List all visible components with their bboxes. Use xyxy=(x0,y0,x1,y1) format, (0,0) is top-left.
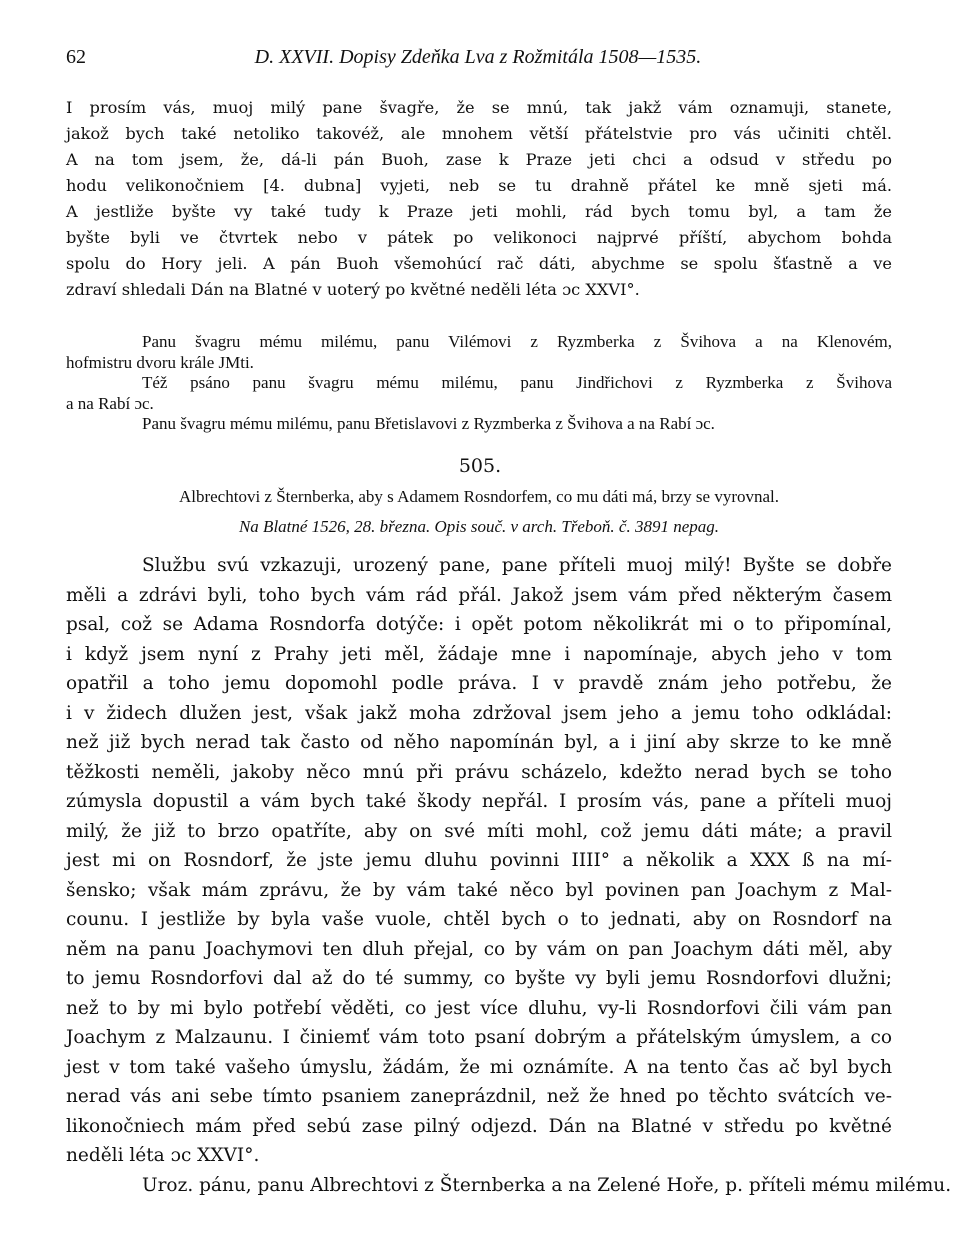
address-line: Panu švagru mému milému, panu Vilémovi z Ryzmberka z Švihova a na Klenovém, xyxy=(142,332,892,351)
text-line: A na tom jsem, že, dá-li pán Buoh, zase k Praze jeti chci a odsud v středu po xyxy=(66,150,892,169)
text-line: neděli léta ɔc XXVI°. xyxy=(66,1145,260,1166)
text-line: zúmysla dopustil a vám bych také škody nepřál. I prosím vás, pane a příteli muoj xyxy=(66,791,892,812)
text-line: i v židech dlužen jest, však jakž moha zdržoval jsem jeho a jemu toho odkládal: xyxy=(66,702,892,724)
address-line: a na Rabí ɔc. xyxy=(66,393,154,413)
text-line: counu. I jestliže by byla vaše vuole, chtěl bych o to jednati, aby on Rosndorf na xyxy=(66,909,892,930)
page-header xyxy=(66,46,890,76)
letter-505-body xyxy=(66,551,952,1200)
text-line: jest v tom také vašeho úmyslu, žádám, že mi oznámíte. A na tento čas ač byl bych xyxy=(66,1056,892,1078)
text-line: než to by mi bylo potřebí věděti, co jest více dluhu, vy-li Rosndorfovi čili vám pan xyxy=(66,997,892,1019)
text-line: psal, což se Adama Rosndorfa dotýče: i opět potom několikrát mi o to připomínal, xyxy=(66,614,892,635)
text-line: likonočniech mám před sebú zase pilný odjezd. Dán na Blatné v středu po květné xyxy=(66,1115,892,1137)
letter-number: 505. xyxy=(458,455,502,477)
text-line: jakož bych také netoliko takovéž, ale mnohem větší přátelstvie pro vás učiniti chtěl. xyxy=(66,124,892,143)
text-line: milý, že již to brzo opatříte, aby on své míti mohl, což jemu dáti máte; a pravil xyxy=(66,820,892,842)
address-line: Též psáno panu švagru mému milému, panu Jindřichovi z Ryzmberka z Švihova xyxy=(142,373,892,392)
text-line: spolu do Hory jeli. A pán Buoh všemohúcí rač dáti, abychme se spolu šťastně a ve xyxy=(66,254,892,273)
text-line: opatřil a toho jemu dopomohl podle práva. I v pravdě znám jeho potřebu, že xyxy=(66,673,892,694)
text-line: Službu svú vzkazuji, urozený pane, pane příteli muoj milý! Byšte se dobře xyxy=(142,555,892,576)
letter-regest: Albrechtovi z Šternberka, aby s Adamem Rosndorfem, co mu dáti má, brzy se vyrovnal. xyxy=(178,487,780,506)
text-line: těžkosti neměli, jakoby něco mnú při právu scházelo, kdežto nerad bych se toho xyxy=(66,761,892,783)
text-line: něm na panu Joachymovi ten dluh přejal, co by vám on pan Joachym dáti měl, aby xyxy=(66,938,892,960)
text-line: to jemu Rosndorfovi dal až do té summy, co byšte vy byli jemu Rosndorfovi dlužni; xyxy=(66,968,892,989)
address-line: Panu švagru mému milému, panu Břetislavovi z Ryzmberka z Švihova a na Rabí ɔc. xyxy=(142,414,715,433)
address-line: hofmistru dvoru krále JMti. xyxy=(66,352,254,372)
text-line: šensko; však mám zprávu, že by vám také něco byl povinen pan Joachym z Mal- xyxy=(66,879,892,901)
letter-source-note: Na Blatné 1526, 28. března. Opis souč. v arch. Třeboň. č. 3891 nepag. xyxy=(238,517,720,536)
text-line: než již bych nerad tak často od něho napomínán byl, a i jiní aby skrze to ke mně xyxy=(66,732,892,753)
text-line: byšte byli ve čtvrtek nebo v pátek po velikonoci najprvé příští, abychom bohda xyxy=(66,228,892,247)
text-line: A jestliže byšte vy také tudy k Praze jeti mohli, rád bych tomu byl, a tam že xyxy=(66,202,892,221)
previous-letter-body xyxy=(66,95,892,303)
text-line: i když jsem nyní z Prahy jeti měl, žádaje mne i napomínaje, abych jeho v tom xyxy=(66,643,892,665)
previous-letter-addresses xyxy=(66,332,892,435)
text-line: zdraví shledali Dán na Blatné v uoterý po květné neděli léta ɔc XXVI°. xyxy=(66,280,640,299)
text-line: I prosím vás, muoj milý pane švagře, že se mnú, tak jakž vám oznamuji, stanete, xyxy=(66,98,892,117)
page-number: 62 xyxy=(66,46,86,68)
text-line: měli a zdrávi byli, toho bych vám rád přál. Jakož jsem vám před některým časem xyxy=(66,584,892,606)
text-line: hodu velikonočniem [4. dubna] vyjeti, neb se tu drahně přátel ke mně sjeti má. xyxy=(66,176,892,195)
running-title: D. XXVII. Dopisy Zdeňka Lva z Rožmitála 1508—1535. xyxy=(254,46,702,68)
text-line: jest mi on Rosndorf, že jste jemu dluhu povinni IIII° a několik a XXX ß na mí- xyxy=(66,850,892,871)
text-line: nerad vás ani sebe tímto psaniem zaneprázdnil, než že hned po těchto svátcích ve- xyxy=(66,1086,892,1107)
address-line: Uroz. pánu, panu Albrechtovi z Šternberka a na Zelené Hoře, p. příteli mému milému. xyxy=(142,1174,952,1196)
text-line: Joachym z Malzaunu. I činiemť vám toto psaní dobrým a přátelským úmyslem, a co xyxy=(66,1027,892,1048)
